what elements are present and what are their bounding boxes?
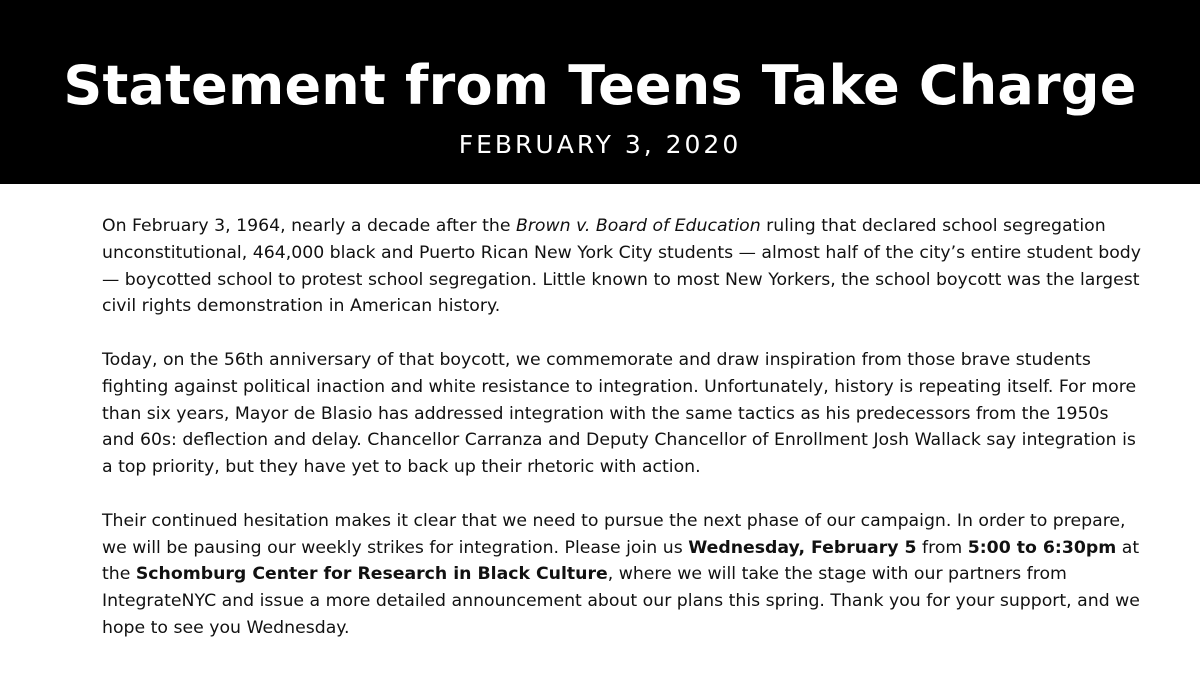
statement-date: FEBRUARY 3, 2020 xyxy=(458,130,742,159)
event-time: 5:00 to 6:30pm xyxy=(967,537,1117,558)
paragraph-event-intro: Their continued hesitation makes it clear that we need to pursue the next phase of our campaign. In order to prepare, we will be pausing our weekly strikes for integration. Please join us xyxy=(102,510,1126,558)
paragraph-history xyxy=(102,213,1142,320)
paragraph-anniversary: Today, on the 56th anniversary of that boycott, we commemorate and draw inspiration from those brave students fighting against political inaction and white resistance to integration. Unfortunately, history is repeating itself. For more than six years, Mayor de Blasio has addressed integration with the same tactics as his predecessors from the 1950s and 60s: deflection and delay. Chancellor Carranza and Deputy Chancellor of Enrollment Josh Wallack say integration is a top priority, but they have yet to back up their rhetoric with action. xyxy=(102,349,1137,478)
page-title: Statement from Teens Take Charge xyxy=(63,54,1137,117)
paragraph-event-at: at the xyxy=(102,537,1140,585)
event-date: Wednesday, February 5 xyxy=(688,537,917,558)
paragraph-history-intro: On February 3, 1964, nearly a decade after the xyxy=(102,216,516,236)
event-venue: Schomburg Center for Research in Black Culture xyxy=(135,564,608,585)
paragraph-event-outro: , where we will take the stage with our partners from IntegrateNYC and issue a more detailed announcement about our plans this spring. Thank you for your support, and we hope to see you Wednesday. xyxy=(102,564,1140,638)
paragraph-event xyxy=(102,508,1142,642)
statement-body xyxy=(102,213,1142,642)
paragraph-event-from: from xyxy=(916,537,968,558)
header-banner xyxy=(0,0,1200,184)
paragraph-history-rest: ruling that declared school segregation unconstitutional, 464,000 black and Puerto Rican New York City students — almost half of the city’s entire student body — boycotted school to protest school segregation. Little known to most New Yorkers, the school boycott was the largest civil rights demonstration in American history. xyxy=(102,216,1141,317)
case-name: Brown v. Board of Education xyxy=(515,216,761,236)
